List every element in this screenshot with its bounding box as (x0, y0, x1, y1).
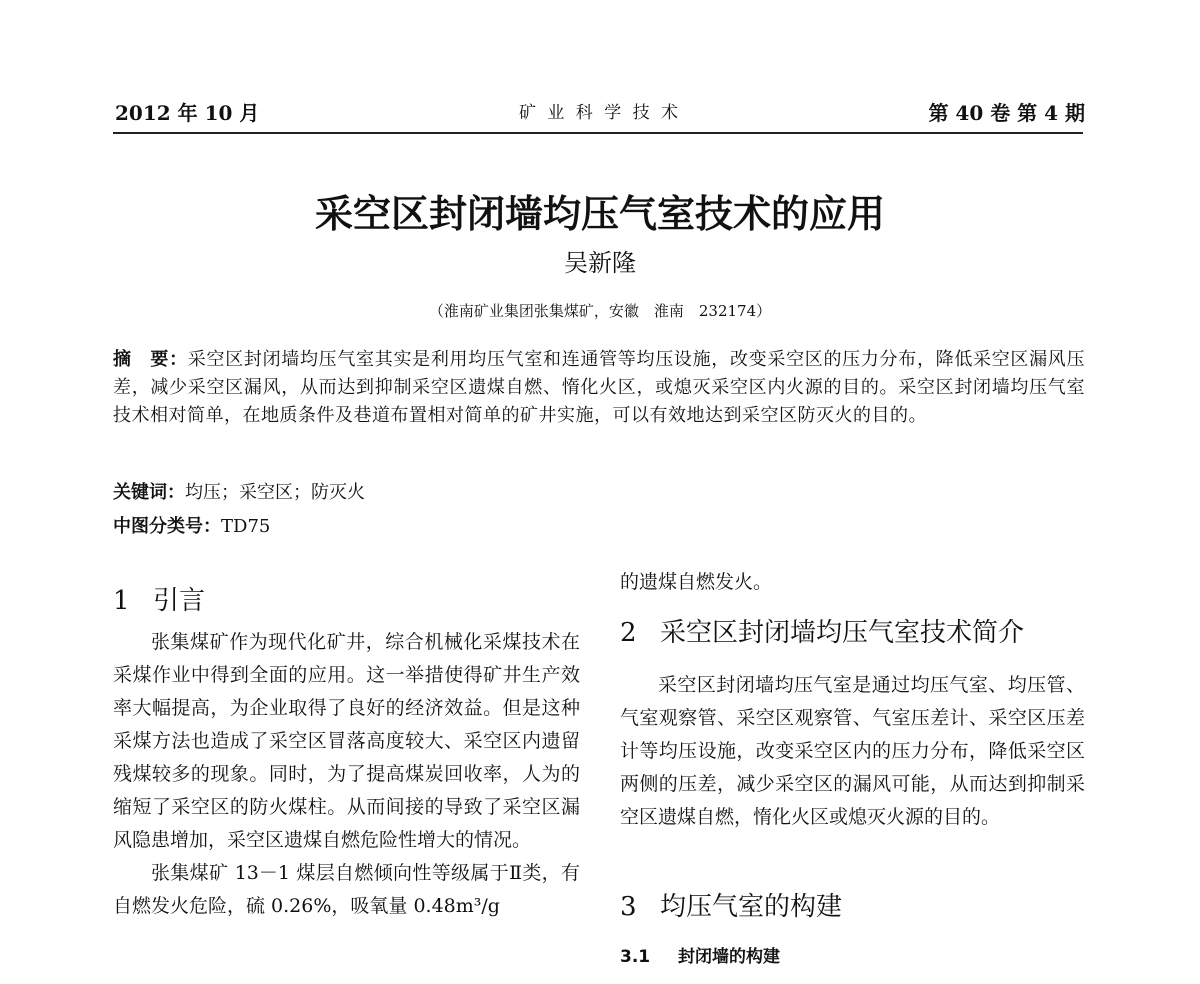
section-heading-intro (113, 584, 205, 618)
journal-name: 矿 业 科 学 技 术 (518, 103, 682, 123)
keywords (113, 481, 365, 505)
section-title: 引言 (153, 586, 206, 616)
section-2-paragraph: 采空区封闭墙均压气室是通过均压气室、均压管、气室观察管、采空区观察管、气室压差计、采空区压差计等均压设施，改变采空区内的压力分布，降低采空区两侧的压差，减少采空区的漏风可能，从而达到抑制采空区遗煤自燃，惰化火区或熄灭火源的目的。 (620, 674, 1085, 828)
author-affiliation: （淮南矿业集团张集煤矿，安徽 淮南 232174） (428, 302, 772, 320)
keywords-text: 均压；采空区；防灭火 (185, 482, 365, 503)
abstract (113, 346, 1085, 430)
issue-date: 2012 年 10 月 (115, 101, 260, 125)
section-heading-2 (620, 616, 1024, 650)
section-title: 均压气室的构建 (660, 892, 843, 922)
section-number: 1 (113, 586, 130, 616)
section-title: 采空区封闭墙均压气室技术简介 (660, 618, 1025, 648)
volume-issue: 第 40 卷 第 4 期 (928, 101, 1085, 125)
section-number: 3 (620, 892, 637, 922)
classification-label: 中图分类号： (113, 516, 221, 537)
subsection-heading-3-1 (620, 945, 780, 969)
section-heading-3 (620, 890, 842, 924)
subsection-number: 3.1 (620, 947, 651, 967)
subsection-title: 封闭墙的构建 (678, 947, 780, 967)
abstract-text: 采空区封闭墙均压气室其实是利用均压气室和连通管等均压设施，改变采空区的压力分布，降低采空区漏风压差，减少采空区漏风，从而达到抑制采空区遗煤自燃、惰化火区，或熄灭采空区内火源的目的。采空区封闭墙均压气室技术相对简单，在地质条件及巷道布置相对简单的矿井实施，可以有效地达到采空区防灭火的目的。 (113, 349, 1086, 426)
classification-number (113, 515, 270, 539)
intro-paragraph-1: 张集煤矿作为现代化矿井，综合机械化采煤技术在采煤作业中得到全面的应用。这一举措使得矿井生产效率大幅提高，为企业取得了良好的经济效益。但是这种采煤方法也造成了采空区冒落高度较大、采空区内遗留残煤较多的现象。同时，为了提高煤炭回收率，人为的缩短了采空区的防火煤柱。从而间接的导致了采空区漏风隐患增加，采空区遗煤自燃危险性增大的情况。 (113, 631, 580, 851)
section-number: 2 (620, 618, 637, 648)
abstract-label: 摘 要： (113, 349, 188, 370)
intro-body (113, 626, 580, 923)
header-rule (113, 132, 1083, 134)
classification-text: TD75 (221, 516, 271, 537)
article-title: 采空区封闭墙均压气室技术的应用 (314, 191, 885, 236)
continuation-text: 的遗煤自燃发火。 (620, 571, 773, 593)
intro-paragraph-2: 张集煤矿 13－1 煤层自燃倾向性等级属于Ⅱ类，有自燃发火危险，硫 0.26%，吸氧量 0.48m³/g (113, 862, 580, 917)
article-author: 吴新隆 (564, 249, 636, 277)
keywords-label: 关键词： (113, 482, 185, 503)
section-2-body (620, 669, 1085, 834)
